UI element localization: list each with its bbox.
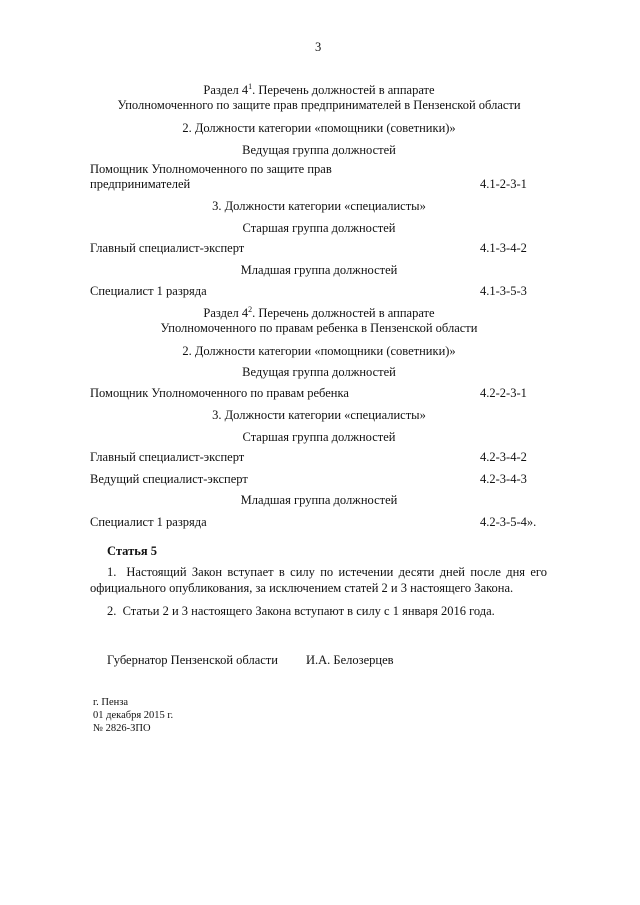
section-4-1-category-2: 2. Должности категории «помощники (советники)» [182, 121, 456, 135]
section-4-2-position-3-code: 4.2-3-4-3 [480, 472, 527, 486]
section-4-2-superscript: 2 [248, 305, 253, 314]
section-4-2-title: Раздел $4^2$. Перечень должностей в аппарате [203, 305, 435, 320]
section-4-1-senior-group: Старшая группа должностей [242, 221, 396, 235]
section-4-1-position-3-code: 4.1-3-5-3 [480, 284, 527, 298]
section-4-1-position-3: Специалист 1 разряда [90, 284, 207, 298]
page-number: 3 [315, 40, 322, 54]
signature-role: Губернатор Пензенской области [107, 653, 278, 667]
section-4-2-category-3: 3. Должности категории «специалисты» [212, 408, 426, 422]
article-5-paragraph-1-line1 [107, 566, 547, 579]
section-4-2-junior-group: Младшая группа должностей [240, 493, 398, 507]
article-5-paragraph-1-number: 1. [107, 565, 117, 579]
section-4-2-lead-group: Ведущая группа должностей [242, 365, 396, 379]
section-4-2-position-4: Специалист 1 разряда [90, 515, 207, 529]
article-5-paragraph-1-line2: официального опубликования, за исключением статей 2 и 3 настоящего Закона. [90, 581, 514, 595]
section-4-1-superscript: 1 [248, 82, 253, 91]
section-4-1-position-2-code: 4.1-3-4-2 [480, 241, 527, 255]
article-5-paragraph-2-text: Статьи 2 и 3 настоящего Закона вступают в силу с 1 января 2016 года. [122, 604, 495, 618]
section-4-2-position-2: Главный специалист-эксперт [90, 450, 245, 464]
article-5-paragraph-1-text: Настоящий Закон вступает в силу по истечении десяти дней после дня его [126, 565, 547, 579]
section-4-2-position-1-code: 4.2-2-3-1 [480, 386, 527, 400]
signature-name: И.А. Белозерцев [306, 653, 394, 667]
section-4-1-lead-group: Ведущая группа должностей [242, 143, 396, 157]
section-4-1-position-1-line2: предпринимателей [90, 177, 191, 191]
section-4-2-position-2-code: 4.2-3-4-2 [480, 450, 527, 464]
section-4-2-title-line2: Уполномоченного по правам ребенка в Пензенской области [160, 321, 478, 335]
section-4-1-title-line2: Уполномоченного по защите прав предпринимателей в Пензенской области [117, 98, 521, 112]
article-5-paragraph-2 [107, 605, 495, 618]
section-4-1-position-1-line1: Помощник Уполномоченного по защите прав [90, 162, 332, 176]
footer-city: г. Пенза [93, 697, 129, 708]
article-5-heading: Статья 5 [107, 544, 157, 558]
section-4-1-title: Раздел $4^1$. Перечень должностей в аппарате [203, 82, 435, 97]
section-4-1-category-3: 3. Должности категории «специалисты» [212, 199, 426, 213]
section-4-1-position-1-code: 4.1-2-3-1 [480, 177, 527, 191]
section-4-2-category-2: 2. Должности категории «помощники (советники)» [182, 344, 456, 358]
section-4-1-junior-group: Младшая группа должностей [240, 263, 398, 277]
footer-number: № 2826-ЗПО [93, 723, 151, 734]
section-4-2-position-1: Помощник Уполномоченного по правам ребенка [90, 386, 349, 400]
section-4-1-position-2: Главный специалист-эксперт [90, 241, 245, 255]
section-4-2-position-3: Ведущий специалист-эксперт [90, 472, 248, 486]
article-5-paragraph-2-number: 2. [107, 604, 117, 618]
footer-date: 01 декабря 2015 г. [93, 710, 174, 721]
section-4-2-senior-group: Старшая группа должностей [242, 430, 396, 444]
section-4-2-position-4-code: 4.2-3-5-4». [480, 515, 537, 529]
